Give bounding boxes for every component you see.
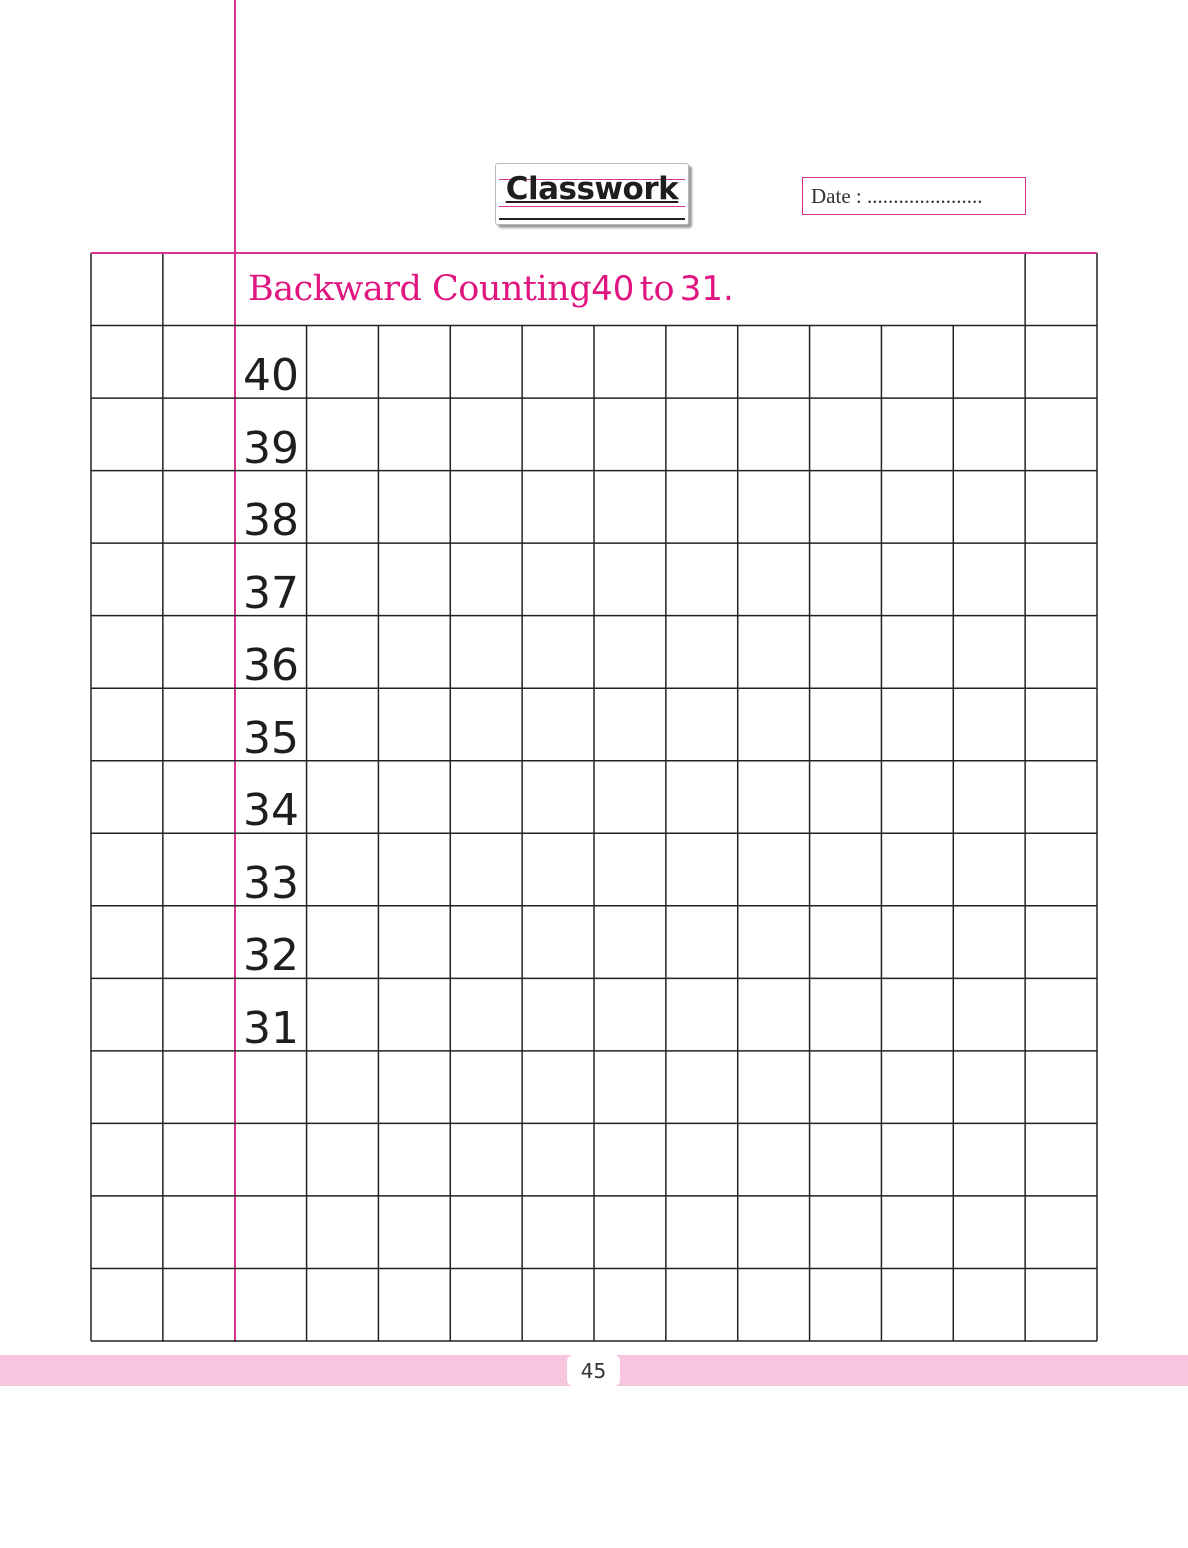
classwork-label: Classwork	[505, 171, 679, 207]
grid-top-pink-rule	[91, 252, 1097, 254]
counting-number: 33	[243, 857, 299, 909]
worksheet-title	[248, 262, 734, 316]
counting-number: 39	[243, 422, 299, 474]
counting-number: 40	[243, 350, 299, 402]
date-field[interactable]: Date : ......................	[802, 177, 1026, 215]
counting-number: 35	[243, 712, 299, 764]
page-number: 45	[567, 1355, 620, 1386]
counting-number: 32	[243, 930, 299, 982]
counting-number: 36	[243, 640, 299, 692]
title-start-number: 40	[591, 269, 635, 309]
title-to-word: to	[639, 269, 675, 309]
counting-number: 31	[243, 1002, 299, 1054]
counting-number: 37	[243, 567, 299, 619]
title-text: Backward Counting	[248, 269, 592, 309]
title-end-number: 31.	[679, 269, 734, 309]
counting-number: 38	[243, 495, 299, 547]
counting-number: 34	[243, 785, 299, 837]
